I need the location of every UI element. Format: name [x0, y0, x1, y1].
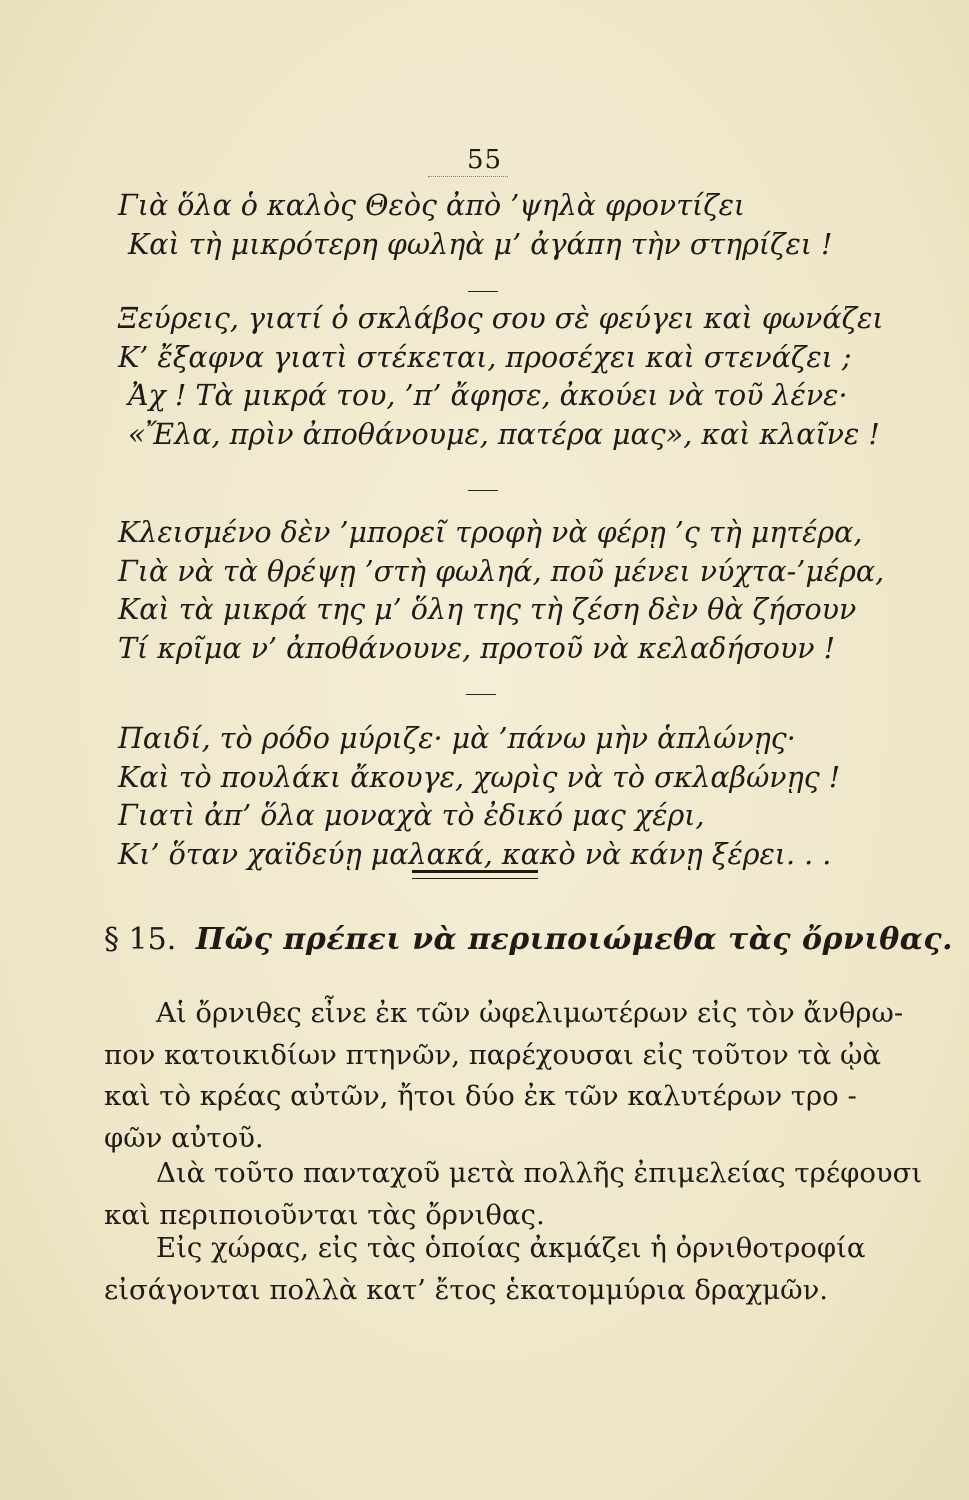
verse-line: Γιατὶ ἀπ’ ὅλα μοναχὰ τὸ ἐδικό μας χέρι,: [118, 799, 705, 832]
verse-line: Κ’ ἔξαφνα γιατὶ στέκεται, προσέχει καὶ στενάζει ;: [118, 340, 852, 374]
paragraph-line: εἰσάγονται πολλὰ κατ’ ἔτος ἑκατομμύρια δραχμῶν.: [104, 1273, 829, 1306]
verse-line: Παιδί, τὸ ρόδο μύριζε· μὰ ’πάνω μὴν ἁπλώνῃς·: [118, 722, 796, 755]
verse-line: Κλεισμένο δὲν ’μπορεῖ τροφὴ νὰ φέρῃ ’ς τὴ μητέρα,: [118, 516, 863, 549]
verse-line: Καὶ τὸ πουλάκι ἄκουγε, χωρὶς νὰ τὸ σκλαβώνῃς !: [118, 760, 841, 794]
section-number: § 15.: [104, 922, 177, 957]
paragraph-line: φῶν αὐτοῦ.: [104, 1121, 264, 1154]
page-number: 55: [466, 145, 503, 175]
verse-line: Κι’ ὅταν χαϊδεύῃ μαλακά, κακὸ νὰ κάνῃ ξέρει. . .: [118, 837, 832, 871]
verse-line: Ξεύρεις, γιατί ὁ σκλάβος σου σὲ φεύγει καὶ φωνάζει: [118, 302, 884, 335]
verse-line: Γιὰ ὅλα ὁ καλὸς Θεὸς ἀπὸ ’ψηλὰ φροντίζει: [118, 189, 746, 222]
paragraph-line: Διὰ τοῦτο πανταχοῦ μετὰ πολλῆς ἐπιμελείας τρέφουσι: [156, 1157, 923, 1189]
poem-stanza-3: [118, 514, 885, 668]
verse-line: Ἀχ ! Τὰ μικρά του, ’π’ ἄφησε, ἀκούει νὰ τοῦ λένε·: [128, 379, 848, 412]
paragraph-line: καὶ τὸ κρέας αὐτῶν, ἤτοι δύο ἐκ τῶν καλυτέρων τρο -: [104, 1080, 857, 1112]
verse-line: Καὶ τὴ μικρότερη φωληὰ μ’ ἀγάπη τὴν στηρίζει !: [128, 227, 833, 261]
verse-line: Γιὰ νὰ τὰ θρέψῃ ’στὴ φωληά, ποῦ μένει νύχτα-’μέρα,: [118, 554, 885, 588]
paragraph-3: [104, 1228, 866, 1311]
section-divider-thin: [412, 878, 538, 879]
paragraph-2: [104, 1153, 923, 1236]
stanza-separator: [466, 694, 496, 695]
paragraph-1: [104, 993, 904, 1159]
poem-stanza-4: [118, 720, 858, 874]
paragraph-line: Αἱ ὄρνιθες εἶνε ἐκ τῶν ὠφελιμωτέρων εἰς τὸν ἄνθρω-: [156, 997, 904, 1029]
paragraph-line: πον κατοικιδίων πτηνῶν, παρέχουσαι εἰς τοῦτον τὰ ᾠὰ: [104, 1038, 881, 1071]
verse-line: «Ἔλα, πρὶν ἀποθάνουμε, πατέρα μας», καὶ κλαῖνε !: [128, 417, 880, 451]
verse-line: Τί κρῖμα ν’ ἀποθάνουνε, προτοῦ νὰ κελαδήσουν !: [118, 631, 836, 665]
section-title: Πῶς πρέπει νὰ περιποιώμεθα τὰς ὄρνιθας.: [195, 922, 954, 957]
section-divider-thick: [412, 870, 538, 873]
stanza-separator: [468, 291, 498, 292]
verse-line: Καὶ τὰ μικρά της μ’ ὅλη της τὴ ζέση δὲν θὰ ζήσουν: [118, 593, 857, 626]
poem-stanza-1: [118, 187, 858, 264]
paragraph-line: καὶ περιποιοῦνται τὰς ὄρνιθας.: [104, 1198, 545, 1231]
page-number-rule: [428, 176, 508, 177]
section-heading: [104, 922, 954, 957]
paragraph-line: Εἰς χώρας, εἰς τὰς ὁποίας ἀκμάζει ἡ ὀρνιθοτροφία: [156, 1232, 866, 1264]
stanza-separator: [468, 490, 498, 491]
poem-stanza-2: [118, 300, 884, 454]
